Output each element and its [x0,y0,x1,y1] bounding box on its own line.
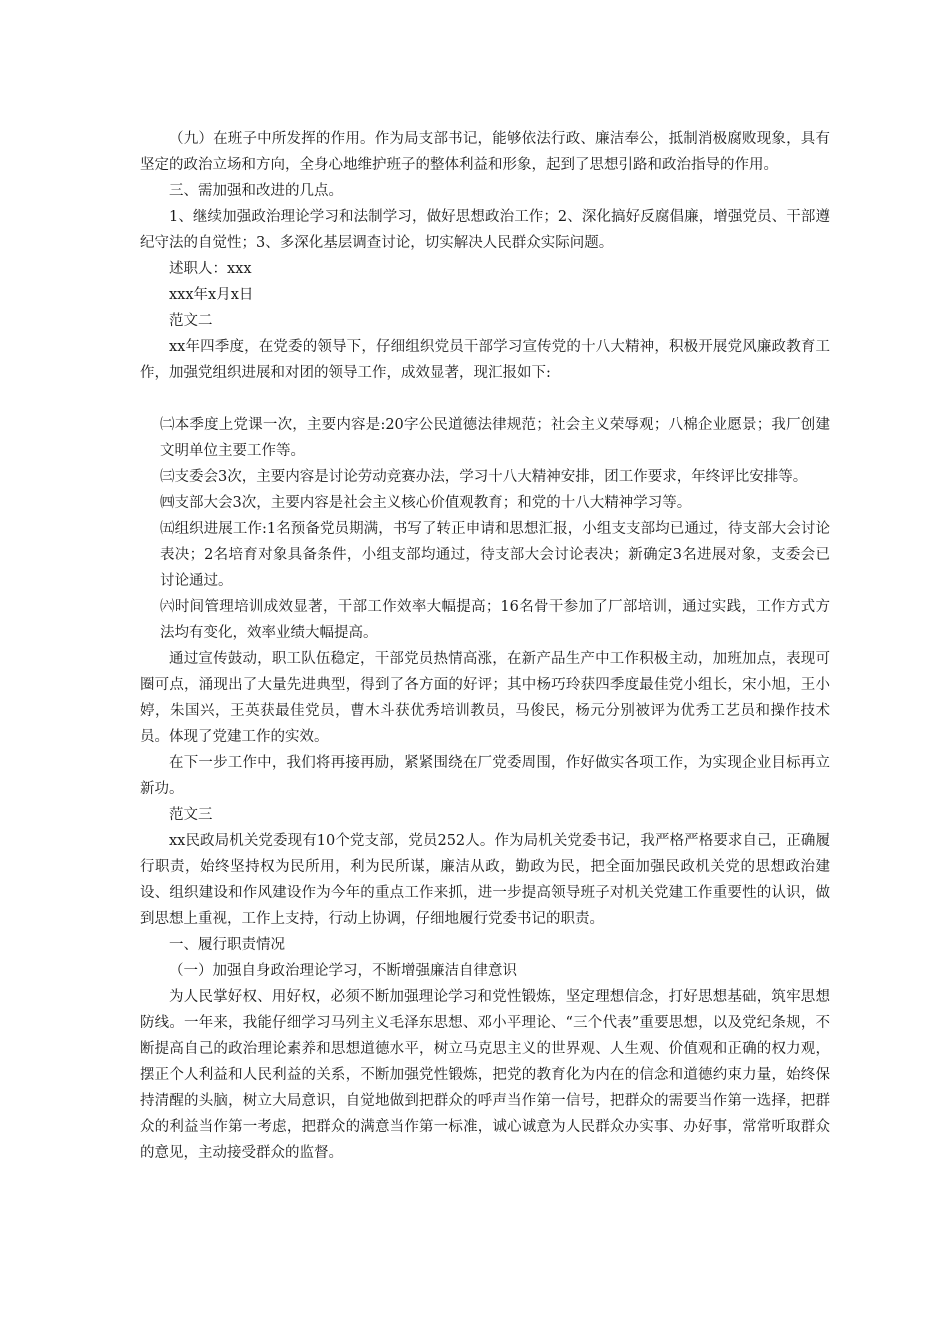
heading-improvements: 三、需加强和改进的几点。 [169,183,343,199]
paragraph-next-steps: 在下一步工作中，我们将再接再励，紧紧围绕在厂党委周围，作好做实各项工作，为实现企业目标再立新功。 [140,755,830,797]
paragraph-civil-affairs-intro: xx民政局机关党委现有10个党支部，党员252人。作为局机关党委书记，我严格严格要求自己，正确履行职责，始终坚持权为民所用，利为民所谋，廉洁从政，勤政为民，把全面加强民政机关党的思想政治建设、组织建设和作风建设作为今年的重点工作来抓，进一步提高领导班子对机关党建工作重要性的认识，做到思想上重视，工作上支持，行动上协调，仔细地履行党委书记的职责。 [140,833,830,927]
document-page [140,126,830,1166]
paragraph-role-of-leader: （九）在班子中所发挥的作用。作为局支部书记，能够依法行政、廉洁奉公，抵制消极腐败现象，具有坚定的政治立场和方向，全身心地维护班子的整体利益和形象，起到了思想引路和政治指导的作用。 [140,131,830,173]
list-item-committee-meetings: ㈢支委会3次，主要内容是讨论劳动竞赛办法，学习十八大精神安排，团工作要求，年终评比安排等。 [160,469,808,485]
list-item-organization-progress: ㈤组织进展工作:1名预备党员期满，书写了转正申请和思想汇报，小组支支部均已通过，待支部大会讨论表决；2名培育对象具备条件，小组支部均通过，待支部大会讨论表决；新确定3名进展对象，支委会已讨论通过。 [160,521,830,589]
list-item-branch-meetings: ㈣支部大会3次，主要内容是社会主义核心价值观教育；和党的十八大精神学习等。 [160,495,692,511]
signature-date: xxx年x月x日 [169,287,254,303]
blank-line [140,386,830,412]
subheading-self-study: （一）加强自身政治理论学习，不断增强廉洁自律意识 [169,963,517,979]
heading-duties: 一、履行职责情况 [169,937,285,953]
signature-reporter: 述职人：xxx [169,261,252,277]
heading-sample-three: 范文三 [169,807,213,823]
paragraph-self-study: 为人民掌好权、用好权，必须不断加强理论学习和党性锻炼，坚定理想信念，打好思想基础，筑牢思想防线。一年来，我能仔细学习马列主义毛泽东思想、邓小平理论、“三个代表”重要思想，以及党纪条规，不断提高自己的政治理论素养和思想道德水平，树立马克思主义的世界观、人生观、价值观和正确的权力观，摆正个人利益和人民利益的关系，不断加强党性锻炼，把党的教育化为内在的信念和道德约束力量，始终保持清醒的头脑，树立大局意识，自觉地做到把群众的呼声当作第一信号，把群众的需要当作第一选择，把群众的利益当作第一考虑，把群众的满意当作第一标准，诚心诚意为人民群众办实事、办好事，常常听取群众的意见，主动接受群众的监督。 [140,989,830,1161]
paragraph-q4-intro: xx年四季度，在党委的领导下，仔细组织党员干部学习宣传党的十八大精神，积极开展党风廉政教育工作，加强党组织进展和对团的领导工作，成效显著，现汇报如下: [140,339,830,381]
heading-sample-two: 范文二 [169,313,213,329]
list-item-time-management: ㈥时间管理培训成效显著，干部工作效率大幅提高；16名骨干参加了厂部培训，通过实践，工作方式方法均有变化，效率业绩大幅提高。 [160,599,830,641]
list-item-party-class: ㈡本季度上党课一次，主要内容是:20字公民道德法律规范；社会主义荣辱观；八棉企业愿景；我厂创建文明单位主要工作等。 [160,417,830,459]
paragraph-results: 通过宣传鼓动，职工队伍稳定，干部党员热情高涨，在新产品生产中工作积极主动，加班加点，表现可圈可点，涌现出了大量先进典型，得到了各方面的好评；其中杨巧玲获四季度最佳党小组长，宋小旭，王小婷，朱国兴，王英获最佳党员，曹木斗获优秀培训教员，马俊民，杨元分别被评为优秀工艺员和操作技术员。体现了党建工作的实效。 [140,651,830,745]
paragraph-improvements: 1、继续加强政治理论学习和法制学习，做好思想政治工作；2、深化搞好反腐倡廉，增强党员、干部遵纪守法的自觉性；3、多深化基层调查讨论，切实解决人民群众实际问题。 [140,209,830,251]
